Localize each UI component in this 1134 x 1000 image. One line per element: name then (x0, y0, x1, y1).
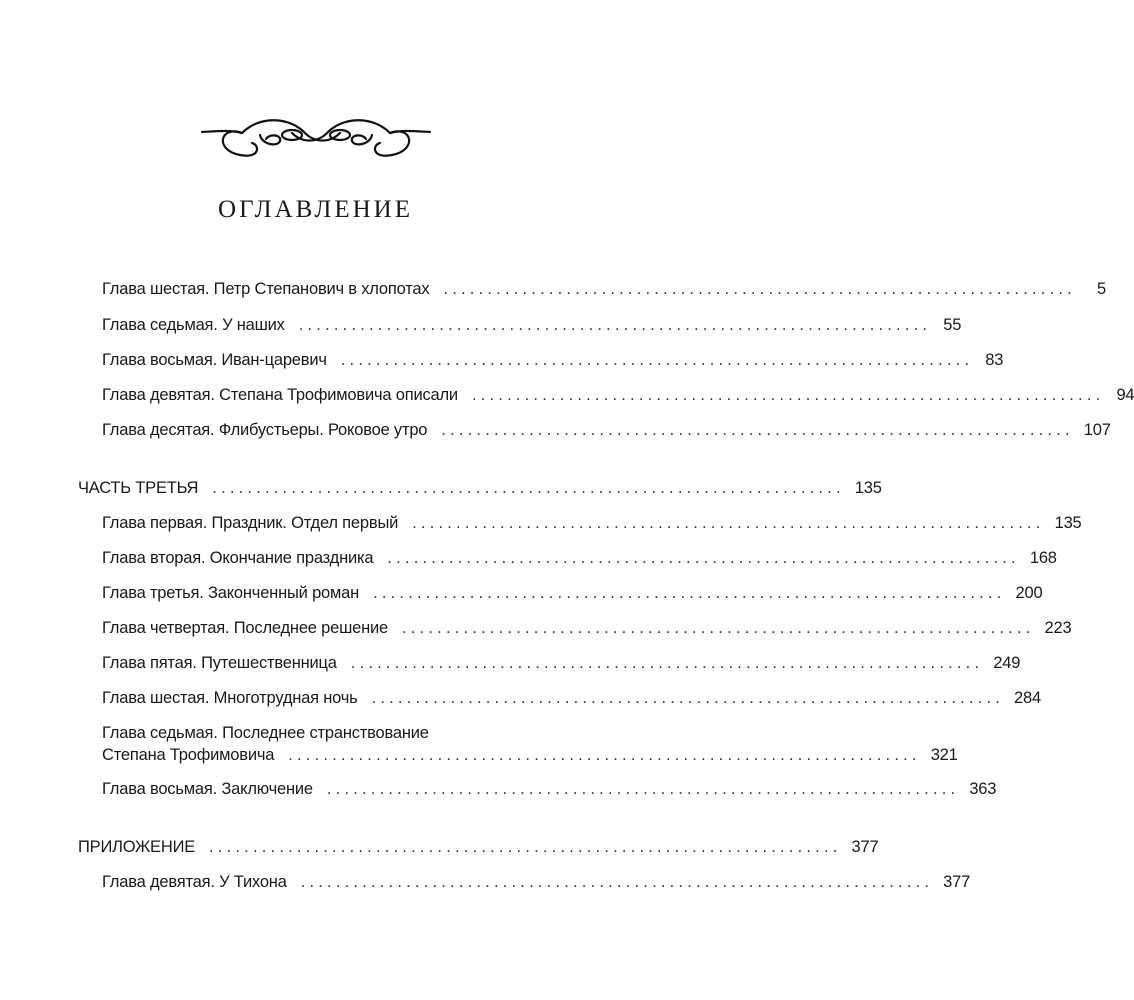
toc-entry-label: Глава пятая. Путешественница (102, 654, 337, 672)
dot-leader: ........................................................................ (373, 584, 1006, 602)
dot-leader: ........................................................................ (441, 421, 1074, 439)
toc-entry-page: 377 (851, 838, 879, 856)
toc-entry[interactable] (102, 351, 1004, 370)
toc-entry[interactable] (102, 316, 962, 335)
toc-entry-page: 321 (930, 746, 958, 764)
toc-entry-page: 5 (1096, 280, 1106, 298)
toc-entry-label: Глава восьмая. Заключение (102, 780, 313, 798)
dot-leader: ........................................................................ (209, 838, 842, 856)
toc-entry-label: Глава десятая. Флибустьеры. Роковое утро (102, 421, 428, 439)
toc-entry-label: Степана Трофимовича (102, 746, 275, 764)
dot-leader: ........................................................................ (471, 386, 1105, 404)
toc-entry-page: 223 (1044, 619, 1072, 637)
toc-part-entry[interactable] (78, 838, 879, 857)
dot-leader: ........................................................................ (412, 514, 1045, 532)
toc-entry-page: 377 (943, 873, 971, 891)
toc-entry[interactable] (102, 421, 1111, 440)
toc-entry-page: 135 (854, 479, 882, 497)
dot-leader: ........................................................................ (212, 479, 845, 497)
toc-entry[interactable] (102, 746, 958, 765)
toc-entry-label: Глава девятая. У Тихона (102, 873, 287, 891)
toc-entry-page: 94 (1116, 386, 1134, 404)
toc-entry-label: Глава четвертая. Последнее решение (102, 619, 389, 637)
toc-entry-label: Глава седьмая. У наших (102, 316, 285, 334)
toc-entry-label-line1[interactable]: Глава седьмая. Последнее странствование (102, 724, 429, 742)
toc-part-label: ПРИЛОЖЕНИЕ (78, 838, 196, 856)
toc-entry-page: 107 (1083, 421, 1111, 439)
toc-entry-page: 200 (1015, 584, 1043, 602)
dot-leader: ........................................................................ (340, 351, 974, 369)
toc-part-label: ЧАСТЬ ТРЕТЬЯ (78, 479, 199, 497)
flourish-ornament (200, 105, 432, 165)
dot-leader: ........................................................................ (443, 280, 1076, 298)
toc-entry-label: Глава первая. Праздник. Отдел первый (102, 514, 399, 532)
toc-entry[interactable] (102, 873, 971, 892)
toc-entry-page: 363 (969, 780, 997, 798)
toc-entry-page: 284 (1014, 689, 1041, 707)
toc-entry-page: 249 (993, 654, 1021, 672)
toc-entry-page: 135 (1054, 514, 1082, 532)
toc-entry[interactable] (102, 549, 1057, 568)
dot-leader: ........................................................................ (326, 780, 960, 798)
dot-leader: ........................................................................ (371, 689, 1005, 707)
toc-part-entry[interactable] (78, 479, 882, 498)
toc-entry[interactable] (102, 619, 1072, 638)
toc-entry[interactable] (102, 584, 1043, 603)
toc-entry[interactable] (102, 514, 1082, 533)
toc-entry[interactable] (102, 654, 1021, 673)
toc-entry-label: Глава вторая. Окончание праздника (102, 549, 374, 567)
toc-entry-page: 55 (943, 316, 962, 334)
toc-entry-label: Глава шестая. Многотрудная ночь (102, 689, 358, 707)
toc-entry-label: Глава девятая. Степана Трофимовича описали (102, 386, 458, 404)
dot-leader: ........................................................................ (300, 873, 934, 891)
dot-leader: ........................................................................ (387, 549, 1020, 567)
dot-leader: ........................................................................ (350, 654, 984, 672)
toc-entry-page: 168 (1029, 549, 1057, 567)
toc-entry-label: Глава третья. Законченный роман (102, 584, 360, 602)
toc-entry[interactable] (102, 280, 1106, 299)
dot-leader: ........................................................................ (288, 746, 921, 764)
toc-entry[interactable] (102, 689, 1041, 708)
dot-leader: ........................................................................ (298, 316, 932, 334)
dot-leader: ........................................................................ (402, 619, 1035, 637)
page-title: ОГЛАВЛЕНИЕ (218, 196, 413, 223)
toc-entry[interactable] (102, 386, 1134, 405)
toc-entry[interactable] (102, 780, 997, 799)
toc-entry-label: Глава восьмая. Иван-царевич (102, 351, 327, 369)
toc-entry-page: 83 (985, 351, 1004, 369)
toc-entry-label: Глава шестая. Петр Степанович в хлопотах (102, 280, 430, 298)
